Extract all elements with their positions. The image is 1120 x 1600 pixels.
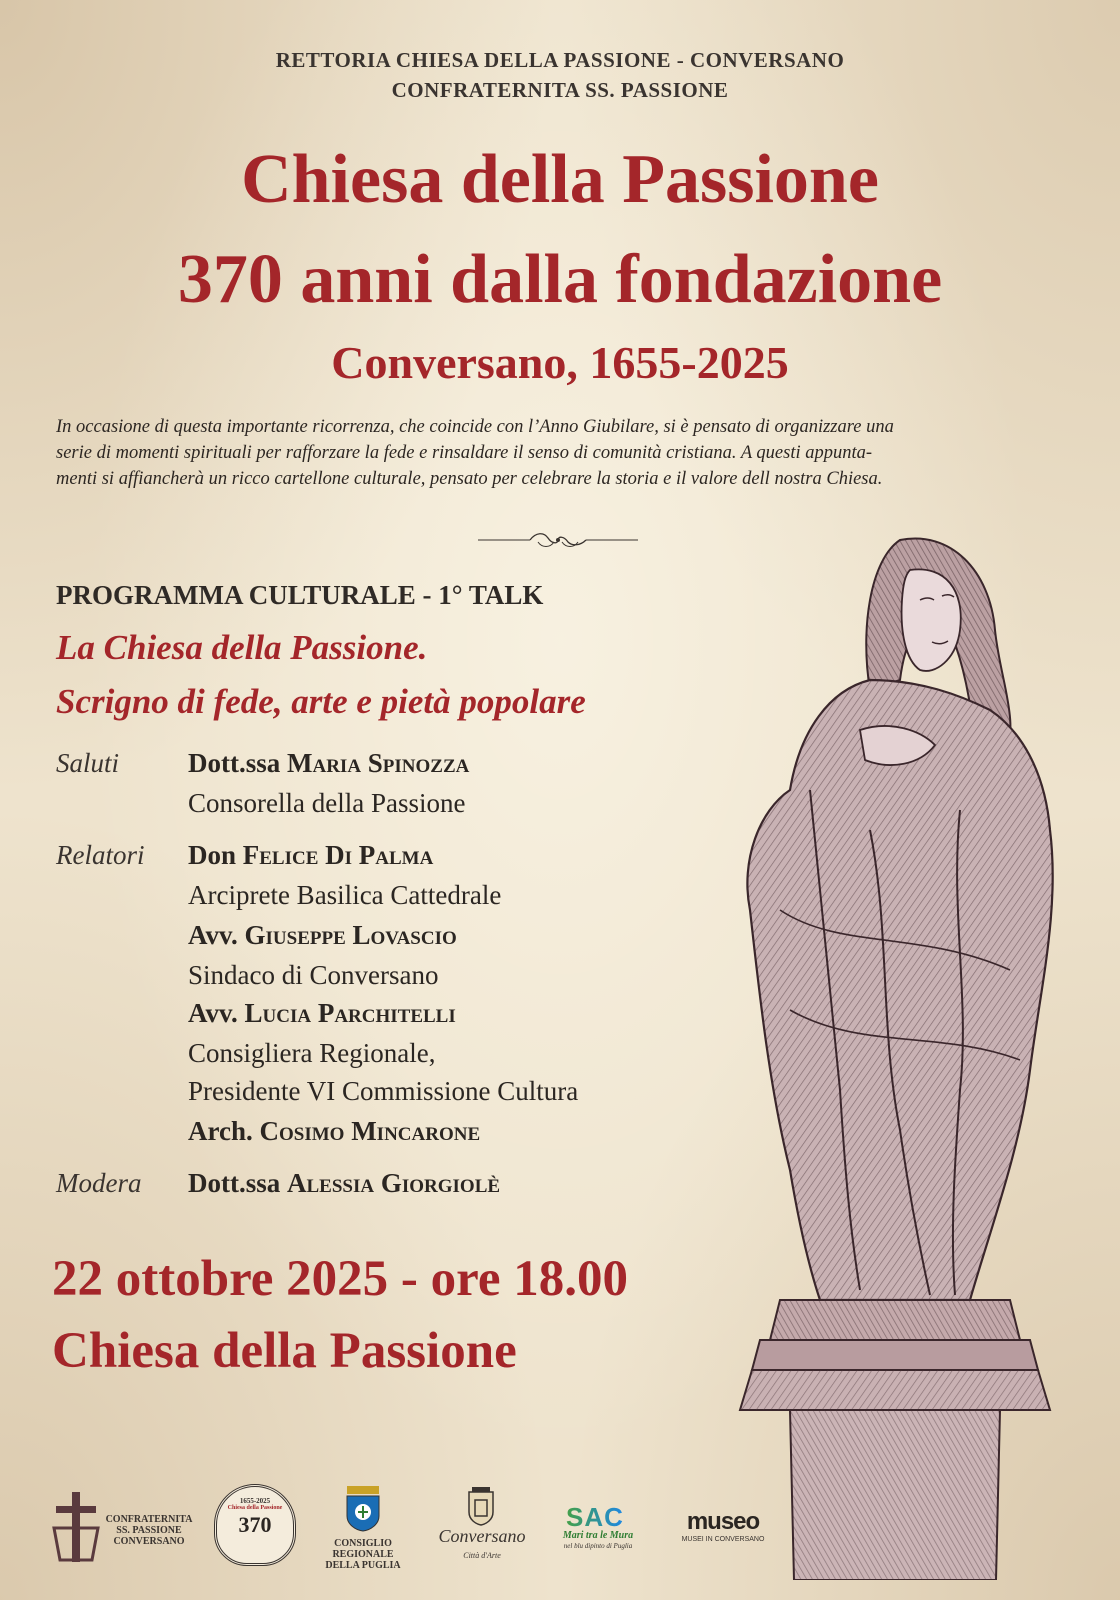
logo-sac-sub2: nel blu dipinto di Puglia <box>563 1542 633 1550</box>
conversano-crest-icon <box>466 1486 496 1526</box>
role-saluti: Saluti <box>56 748 120 778</box>
speaker-saluti-desc: Consorella della Passione <box>188 788 466 818</box>
logo-museo-sub: MUSEI IN CONVERSANO <box>681 1536 765 1543</box>
confraternita-emblem-icon <box>48 1488 104 1568</box>
page-title: Chiesa della Passione <box>241 141 879 218</box>
header-rettoria: RETTORIA CHIESA DELLA PASSIONE - CONVERSANO <box>275 48 845 72</box>
page-place-years: Conversano, 1655-2025 <box>331 337 789 388</box>
logo-museo: museo <box>686 1508 760 1535</box>
header-confraternita: CONFRATERNITA SS. PASSIONE <box>391 78 729 102</box>
speaker-relatore-2: Avv. Giuseppe Lovascio <box>188 920 457 950</box>
logo-conversano: Conversano <box>438 1526 526 1546</box>
logo-conversano-sub: Città d'Arte <box>463 1551 501 1560</box>
intro-paragraph: In occasione di questa importante ricorrenza, che coincide con l’Anno Giubilare, si è pensato di organizzare una serie di momenti spirituali per rafforzare la fede e rinsaldare il senso di comunità cristiana. A questi appunta- menti si affiancherà un ricco cartellone culturale, pensato per celebrare la storia e il valore dell nostra Chiesa. <box>56 417 894 489</box>
event-place: Chiesa della Passione <box>52 1323 517 1379</box>
talk-title-line2: Scrigno di fede, arte e pietà popolare <box>56 682 586 721</box>
logo-sac: SAC <box>566 1502 624 1532</box>
speaker-relatore-2-desc: Sindaco di Conversano <box>188 960 439 990</box>
speaker-relatore-3-desc1: Consigliera Regionale, <box>188 1038 436 1068</box>
logo-confraternita: CONFRATERNITA SS. PASSIONE CONVERSANO <box>105 1514 193 1547</box>
speaker-relatore-3: Avv. Lucia Parchitelli <box>188 998 456 1028</box>
role-modera: Modera <box>56 1168 142 1198</box>
program-heading: PROGRAMMA CULTURALE - 1° TALK <box>56 580 544 610</box>
talk-title-line1: La Chiesa della Passione. <box>56 628 428 667</box>
logo-sac-sub: Mari tra le Mura <box>562 1530 634 1541</box>
regione-puglia-crest-icon <box>343 1484 383 1532</box>
ornament-divider <box>478 528 638 552</box>
speaker-relatore-1: Don Felice Di Palma <box>188 840 434 870</box>
speaker-saluti: Dott.ssa Maria Spinozza <box>188 748 470 778</box>
role-relatori: Relatori <box>56 840 145 870</box>
speaker-relatore-1-desc: Arciprete Basilica Cattedrale <box>188 880 502 910</box>
logo-consiglio-regionale: CONSIGLIO REGIONALE DELLA PUGLIA <box>325 1538 401 1571</box>
logo-370-anniversary: 1655-2025 Chiesa della Passione 370 <box>214 1484 296 1566</box>
madonna-statue-illustration <box>720 530 1080 1580</box>
speaker-moderatore: Dott.ssa Alessia Giorgiolè <box>188 1168 501 1198</box>
page-subtitle: 370 anni dalla fondazione <box>177 241 943 318</box>
event-date-time: 22 ottobre 2025 - ore 18.00 <box>52 1251 629 1307</box>
speaker-relatore-3-desc2: Presidente VI Commissione Cultura <box>188 1076 579 1106</box>
speaker-relatore-4: Arch. Cosimo Mincarone <box>188 1116 481 1146</box>
